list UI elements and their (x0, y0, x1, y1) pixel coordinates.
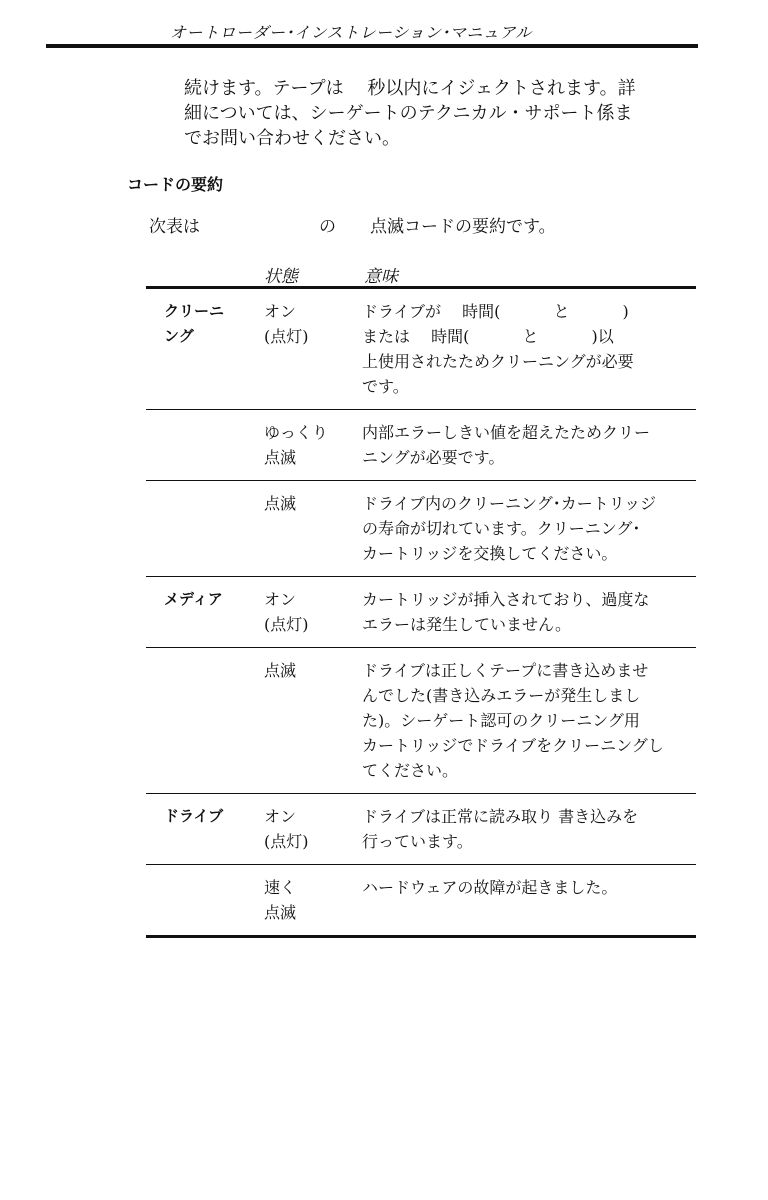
paragraph-line: 続けます。テープは 秒以内にイジェクトされます。詳 (184, 78, 636, 99)
meaning-text: カートリッジでドライブをクリーニングし (362, 736, 664, 755)
code-summary-table (146, 260, 696, 938)
state-cell (264, 420, 362, 470)
category-cell (146, 587, 264, 637)
state-text: オン (264, 590, 297, 609)
meaning-text: ドライブは正しくテープに書き込めませ (362, 661, 649, 680)
meaning-text: た)。シーゲート認可のクリーニング用 (362, 711, 640, 730)
meaning-cell (362, 875, 692, 925)
meaning-text: カートリッジを交換してください。 (362, 544, 618, 563)
category-cell (146, 491, 264, 566)
table-row (146, 410, 696, 481)
state-text: (点灯) (264, 615, 309, 634)
meaning-cell (362, 420, 692, 470)
paragraph-line: でお問い合わせください。 (184, 128, 400, 149)
state-text: (点灯) (264, 832, 309, 851)
header-meaning: 意味 (364, 267, 398, 287)
state-text: 点滅 (264, 448, 297, 467)
meaning-text: エラーは発生していません。 (362, 615, 571, 634)
state-cell (264, 804, 362, 854)
state-text: 速く (264, 878, 297, 897)
table-row (146, 481, 696, 577)
state-text: (点灯) (264, 327, 309, 346)
category-cell (146, 658, 264, 783)
meaning-text: ドライブ内のクリーニング･カートリッジ (362, 494, 657, 513)
meaning-text: の寿命が切れています。クリーニング･ (362, 519, 641, 538)
section-heading: コードの要約 (127, 175, 224, 194)
meaning-text: ハードウェアの故障が起きました。 (362, 878, 618, 897)
meaning-cell (362, 299, 692, 399)
table-row (146, 577, 696, 648)
meaning-cell (362, 587, 692, 637)
category-cell (146, 804, 264, 854)
meaning-text: カートリッジが挿入されており、過度な (362, 590, 650, 609)
state-cell (264, 491, 362, 566)
table-row (146, 289, 696, 410)
meaning-text: んでした(書き込みエラーが発生しまし (362, 686, 641, 705)
state-text: 点滅 (264, 903, 297, 922)
category-text: クリーニ (164, 302, 225, 320)
category-text: ドライブ (164, 807, 224, 825)
table-row (146, 648, 696, 794)
running-header: オートローダー･インストレーション･マニュアル (170, 23, 532, 42)
meaning-text: ドライブは正常に読み取り 書き込みを (362, 807, 639, 826)
table-row (146, 794, 696, 865)
category-cell (146, 875, 264, 925)
meaning-text: 上使用されたためクリーニングが必要 (362, 352, 634, 371)
state-text: オン (264, 302, 297, 321)
category-cell (146, 420, 264, 470)
state-cell (264, 299, 362, 399)
category-cell (146, 299, 264, 399)
header-state: 状態 (264, 267, 298, 287)
header-rule (46, 44, 698, 48)
table-intro: 次表は の 点滅コードの要約です。 (149, 217, 556, 237)
meaning-cell (362, 804, 692, 854)
category-text: メディア (164, 590, 223, 608)
category-text: ング (164, 327, 194, 345)
meaning-text: または 時間( と )以 (362, 327, 614, 346)
state-cell (264, 658, 362, 783)
meaning-text: です。 (362, 377, 409, 396)
table-header-row (146, 260, 696, 286)
state-text: 点滅 (264, 494, 297, 513)
body-paragraph (184, 76, 704, 151)
table-body (146, 289, 696, 938)
state-cell (264, 875, 362, 925)
state-text: オン (264, 807, 297, 826)
state-text: ゆっくり (264, 423, 328, 442)
state-text: 点滅 (264, 661, 297, 680)
meaning-text: 行っています。 (362, 832, 473, 851)
meaning-text: ドライブが 時間( と ) (362, 302, 629, 321)
meaning-text: てください。 (362, 761, 459, 780)
paragraph-line: 細については、シーゲートのテクニカル・サポート係ま (184, 103, 633, 124)
meaning-cell (362, 491, 692, 566)
state-cell (264, 587, 362, 637)
meaning-text: 内部エラーしきい値を超えたためクリー (362, 423, 651, 442)
table-row (146, 865, 696, 938)
meaning-cell (362, 658, 692, 783)
meaning-text: ニングが必要です。 (362, 448, 505, 467)
